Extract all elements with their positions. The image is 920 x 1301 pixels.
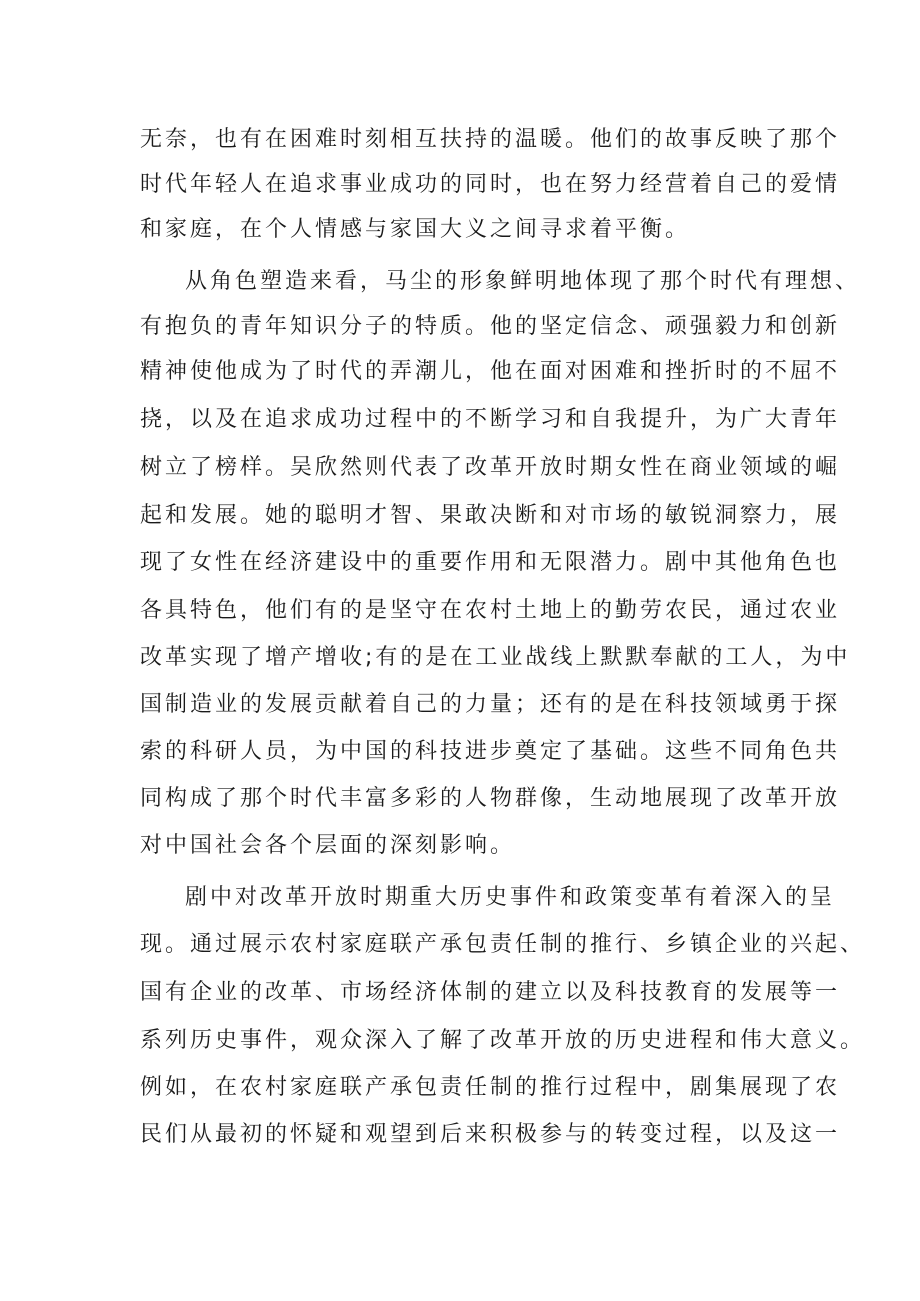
text-line: 无奈，也有在困难时刻相互扶持的温暖。他们的故事反映了那个 xyxy=(140,127,841,152)
text-line: 起和发展。她的聪明才智、果敢决断和对市场的敏锐洞察力，展 xyxy=(140,503,841,528)
text-line: 例如，在农村家庭联产承包责任制的推行过程中，剧集展现了农 xyxy=(140,1075,841,1100)
paragraph-first-line: 剧中对改革开放时期重大历史事件和政策变革有着深入的呈 xyxy=(185,885,836,910)
text-line: 国制造业的发展贡献着自己的力量；还有的是在科技领域勇于探 xyxy=(140,692,841,717)
text-line: 时代年轻人在追求事业成功的同时，也在努力经营着自己的爱情 xyxy=(140,172,841,197)
text-line: 改革实现了增产增收;有的是在工业战线上默默奉献的工人，为中 xyxy=(140,645,851,670)
text-line: 索的科研人员，为中国的科技进步奠定了基础。这些不同角色共 xyxy=(140,739,841,764)
text-line: 国有企业的改革、市场经济体制的建立以及科技教育的发展等一 xyxy=(140,980,841,1005)
text-line: 各具特色，他们有的是坚守在农村土地上的勤劳农民，通过农业 xyxy=(140,598,841,623)
text-line: 现了女性在经济建设中的重要作用和无限潜力。剧中其他角色也 xyxy=(140,550,841,575)
text-line: 树立了榜样。吴欣然则代表了改革开放时期女性在商业领域的崛 xyxy=(140,455,841,480)
text-line: 和家庭，在个人情感与家国大义之间寻求着平衡。 xyxy=(140,217,691,242)
text-line: 精神使他成为了时代的弄潮儿，他在面对困难和挫折时的不屈不 xyxy=(140,359,841,384)
text-line: 系列历史事件，观众深入了解了改革开放的历史进程和伟大意义。 xyxy=(140,1028,866,1053)
text-line: 同构成了那个时代丰富多彩的人物群像，生动地展现了改革开放 xyxy=(140,786,841,811)
paragraph-first-line: 从角色塑造来看，马尘的形象鲜明地体现了那个时代有理想、 xyxy=(185,269,861,294)
text-line: 民们从最初的怀疑和观望到后来积极参与的转变过程，以及这一 xyxy=(140,1122,841,1147)
text-line: 有抱负的青年知识分子的特质。他的坚定信念、顽强毅力和创新 xyxy=(140,314,841,339)
text-line: 现。通过展示农村家庭联产承包责任制的推行、乡镇企业的兴起、 xyxy=(140,932,866,957)
text-line: 挠，以及在追求成功过程中的不断学习和自我提升，为广大青年 xyxy=(140,407,841,432)
text-line: 对中国社会各个层面的深刻影响。 xyxy=(140,833,516,858)
